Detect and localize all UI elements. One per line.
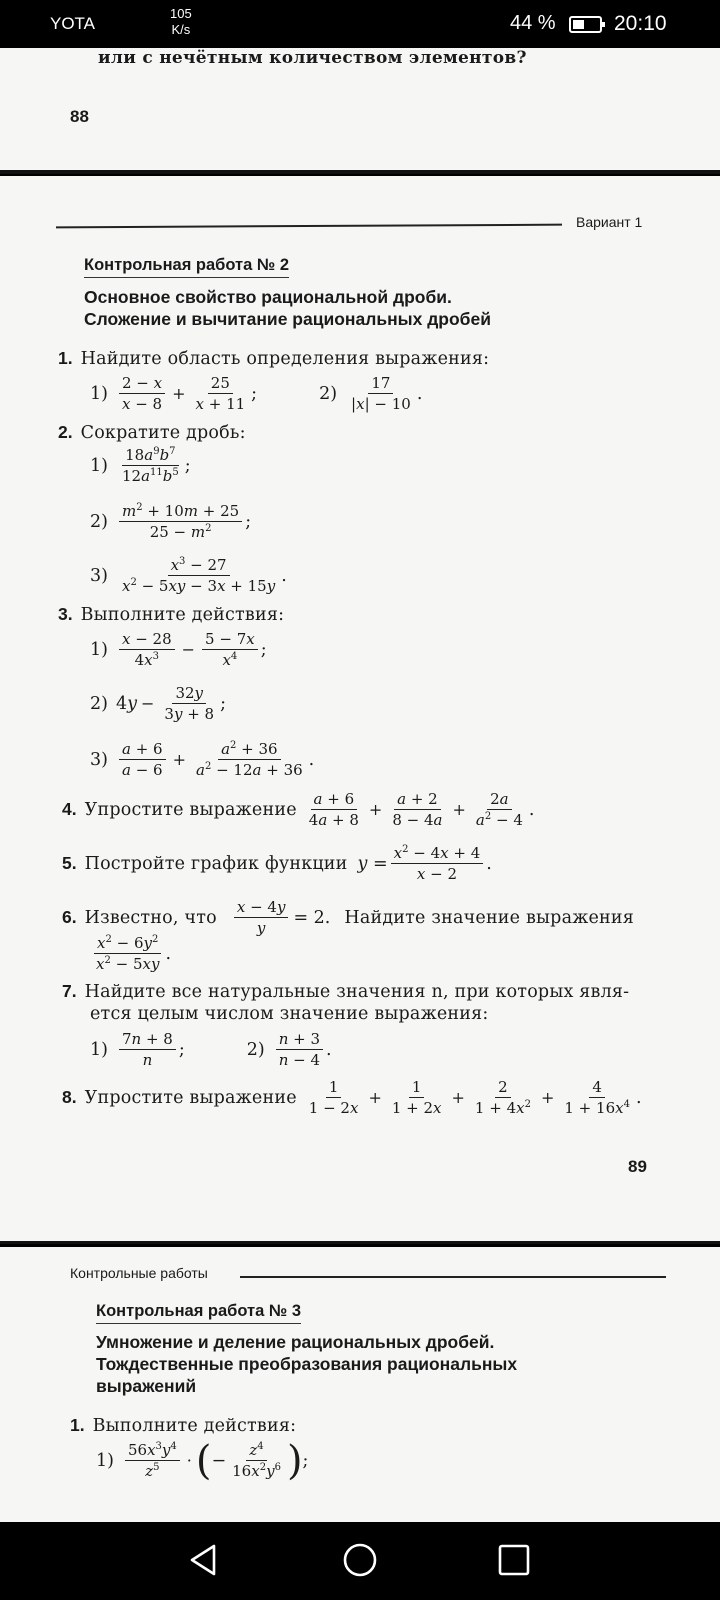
task-number: 7. <box>62 981 77 1001</box>
task-7-text-continued <box>90 1004 488 1024</box>
task-text: Постройте график функции <box>84 853 348 874</box>
task-number: 2. <box>58 422 73 442</box>
work-subtitle-1: Основное свойство рациональной дроби. <box>84 287 452 307</box>
work-subtitle-1: Умножение и деление рациональных дробей. <box>96 1332 495 1352</box>
task-text: Выполните действия: <box>80 604 285 625</box>
task-7-expressions: 1) $\frac{7n + 8}{n}$ ; 2) $\frac{n + 3}{n - 4}$ . <box>90 1030 332 1069</box>
carrier-name: YOTA <box>50 14 96 33</box>
task-1-expressions: 1) $\frac{2 - x}{x - 8}$ + $\frac{25}{x + 11}$ ; 2) $\frac{17}{|x| - 10}$ . <box>90 374 423 413</box>
task-number: 5. <box>62 853 77 873</box>
task-2 <box>58 422 246 443</box>
task-text: Сократите дробь: <box>80 422 246 443</box>
clock: 20:10 <box>614 12 667 35</box>
task-number: 4. <box>62 799 77 819</box>
task-3-item-2: 2) 4y − $\frac{32y}{3y + 8}$ ; <box>90 684 226 723</box>
status-bar <box>0 0 720 48</box>
divider-line <box>240 1276 666 1278</box>
task-8: 8. Упростите выражение $\frac{1}{1 - 2x}$ + $\frac{1}{1 + 2x}$ + $\frac{2}{1 + 4x^2}$ + $\frac{4}{1 + 16x^4}$ . <box>62 1078 642 1117</box>
battery-icon <box>569 16 602 33</box>
network-speed <box>170 6 192 38</box>
task-number: 6. <box>62 907 77 927</box>
task-4: 4. Упростите выражение $\frac{a + 6}{4a + 8}$ + $\frac{a + 2}{8 - 4a}$ + $\frac{2a}{a^2 - 4}$ . <box>62 790 535 829</box>
task-3 <box>58 604 284 625</box>
task-text-2: ется целым числом значение выражения: <box>90 1004 489 1024</box>
work-subtitle-2: Сложение и вычитание рациональных дробей <box>84 309 491 329</box>
page-89 <box>0 176 720 1244</box>
task-6-expression: $\frac{x^2 - 6y^2}{x^2 - 5xy}$ . <box>96 934 172 973</box>
task-number: 3. <box>58 604 73 624</box>
task-3-item-3: 3) $\frac{a + 6}{a - 6}$ + $\frac{a^2 + 36}{a^2 - 12a + 36}$ . <box>90 740 315 779</box>
task-2-item-1: 1) $\frac{18a^9b^7}{12a^{11}b^5}$ ; <box>90 446 191 485</box>
page-number: 88 <box>70 107 89 126</box>
task-number: 1. <box>58 348 73 368</box>
home-icon[interactable] <box>340 1540 380 1580</box>
task-3-item-1: 1) $\frac{x - 28}{4x^3}$ − $\frac{5 - 7x}{x^4}$ ; <box>90 630 267 669</box>
task-1-item-1: 1) $\frac{56x^3y^4}{z^5}$ · ( − $\frac{z^4}{16x^2y^6}$ ) ; <box>96 1437 309 1484</box>
task-5: 5. Постройте график функции y = $\frac{x^2 - 4x + 4}{x - 2}$ . <box>62 844 492 883</box>
task-1 <box>70 1415 296 1436</box>
task-number: 1. <box>70 1415 85 1435</box>
task-2-item-2: 2) $\frac{m^2 + 10m + 25}{25 - m^2}$ ; <box>90 502 252 541</box>
variant-label: Вариант 1 <box>576 214 643 230</box>
task-text: Выполните действия: <box>92 1415 297 1436</box>
work-title: Контрольная работа № 2 <box>84 256 289 278</box>
page-88 <box>0 48 720 174</box>
task-2-item-3: 3) $\frac{x^3 - 27}{x^2 - 5xy - 3x + 15y}$ . <box>90 556 287 595</box>
task-7 <box>62 981 629 1002</box>
task-text: Найдите область определения выражения: <box>80 348 490 369</box>
task-1 <box>58 348 489 369</box>
battery-percent: 44 % <box>510 12 556 34</box>
work-subtitle-3: выражений <box>96 1376 197 1396</box>
speed-value: 105 <box>170 6 192 21</box>
speed-unit: K/s <box>171 22 191 37</box>
work-subtitle-2: Тождественные преобразования рациональных <box>96 1354 518 1374</box>
task-text: Найдите все натуральные значения n, при которых явля- <box>84 981 630 1002</box>
task-6: 6. Известно, что $\frac{x - 4y}{y}$ = 2. Найдите значение выражения <box>62 898 635 937</box>
page-text-continuation: или с нечётным количеством элементов? <box>98 48 527 68</box>
task-text: Упростите выражение <box>84 799 297 820</box>
task-text-2: Найдите значение выражения <box>344 907 635 928</box>
task-text: Известно, что <box>84 907 217 928</box>
navigation-bar <box>0 1522 720 1600</box>
task-number: 8. <box>62 1087 77 1107</box>
page-90 <box>0 1247 720 1522</box>
task-text: Упростите выражение <box>84 1087 297 1108</box>
running-header: Контрольные работы <box>70 1265 208 1281</box>
divider-line <box>56 224 562 229</box>
page-number: 89 <box>628 1157 647 1176</box>
recents-icon[interactable] <box>494 1540 534 1580</box>
work-title: Контрольная работа № 3 <box>96 1302 301 1324</box>
back-icon[interactable] <box>184 1540 224 1580</box>
